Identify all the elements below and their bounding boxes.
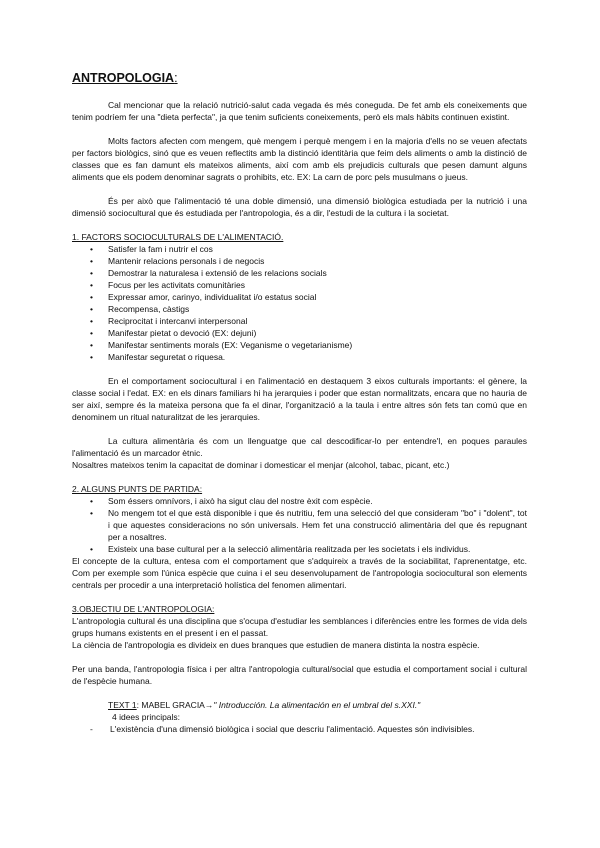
section-1-paragraph-3: Nosaltres mateixos tenim la capacitat de dominar i domesticar el menjar (alcohol, tabac, picant, etc.) [72,460,450,470]
list-item: • Manifestar seguretat o riquesa. [90,351,527,363]
intro-paragraph-2: Molts factors afecten com mengem, què mengem i perquè mengem i en la majoria d'ells no se veuen afectats per factors biològics, sinó que es veuen reflectits amb la distinció identitària que feim dels aliments o amb la distinció de classes que es fan damunt els mateixos aliments, així com amb els prejudicis culturals que pesen damunt alguns aliments que els podem denominar sagrats o prohibits, etc. EX: La carn de porc pels musulmans o jueus. [72,136,527,182]
section-1-paragraph-1: En el comportament sociocultural i en l'alimentació en destaquem 3 eixos culturals importants: el gènere, la classe social i l'edat. EX: en els dinars familiars hi ha jerarquies i poder que estan normalitzats, encara que no hauria de ser així, sempre és la mateixa persona que fa el dinar, l'organització a la taula i entre altres són fets tan comú que en denominem un ritual naturalitzat de les jerarquies. [72,376,527,422]
list-item: • Expressar amor, carinyo, individualitat i/o estatus social [90,291,527,303]
list-item: • Manifestar sentiments morals (EX: Veganisme o vegetarianisme) [90,339,527,351]
text-1-dash-item: - L'existència d'una dimensió biològica i social que descriu l'alimentació. Aquestes són indivisibles. [72,723,527,735]
section-2-heading: 2. ALGUNS PUNTS DE PARTIDA: [72,484,203,494]
section-2-list [72,495,527,555]
list-item: • Manifestar pietat o devoció (EX: dejuni) [90,327,527,339]
list-item: • Demostrar la naturalesa i extensió de les relacions socials [90,267,527,279]
section-3-paragraph-3: Per una banda, l'antropologia física i per altra l'antropologia cultural/social que estudia el comportament social i cultural de l'espècie humana. [72,664,527,686]
list-item: • Focus per les activitats comunitàries [90,279,527,291]
section-3-heading: 3.OBJECTIU DE L'ANTROPOLOGIA: [72,604,215,614]
page-title: ANTROPOLOGIA: [72,71,178,85]
text-1-ideas-label: 4 idees principals: [112,712,181,722]
intro-paragraph-1: Cal mencionar que la relació nutrició-salut cada vegada és més coneguda. De fet amb els coneixements que tenim podríem fer una "dieta perfecta", ja que tenim suficients coneixements, però els mals hàbits continuen existint. [72,100,527,122]
list-item: • Existeix una base cultural per a la selecció alimentària realitzada per les societats i els individus. [90,543,527,555]
section-3-paragraph-1: L'antropologia cultural és una disciplina que s'ocupa d'estudiar les semblances i diferències entre les formes de vida dels grups humans existents en el present i en el passat. [72,616,527,638]
document-content [72,70,527,735]
section-1-paragraph-2: La cultura alimentària és com un llenguatge que cal descodificar-lo per entendre'l, en poques paraules l'alimentació és un marcador ètnic. [72,436,527,458]
intro-paragraph-3: És per això que l'alimentació té una doble dimensió, una dimensió biològica estudiada per la nutrició i una dimensió sociocultural que és estudiada per l'antropologia, és a dir, l'estudi de la cultura i la societat. [72,196,527,218]
arrow-icon: → [204,700,214,710]
list-item: • No mengem tot el que està disponible i que és nutritiu, fem una selecció del que consideram "bo" i "dolent", tot i que aquestes consideracions no són universals. Hem fet una construcció alimentària del que és repugnant per a nosaltres. [90,507,527,543]
text-1-reference: TEXT 1: MABEL GRACIA→" Introducción. La alimentación en el umbral del s.XXI." [108,700,421,710]
section-3-paragraph-2: La ciència de l'antropologia es divideix en dues branques que estudien de manera distinta la nostra espècie. [72,640,480,650]
list-item: • Som éssers omnívors, i això ha sigut clau del nostre èxit com espècie. [90,495,527,507]
section-1-list [72,243,527,363]
section-2-paragraph-1: El concepte de la cultura, entesa com el comportament que s'adquireix a través de la sociabilitat, l'aprenentatge, etc. Com per exemple som l'única espècie que cuina i el seu desenvolupament de l'antropologia sociocultural son elements centrals per procedir a una interpretació holística del fenomen alimentari. [72,556,527,590]
section-1-heading: 1. FACTORS SOCIOCULTURALS DE L'ALIMENTACIÓ. [72,232,284,242]
list-item: • Recompensa, càstigs [90,303,527,315]
list-item: • Satisfer la fam i nutrir el cos [90,243,527,255]
list-item: • Mantenir relacions personals i de negocis [90,255,527,267]
list-item: • Reciprocitat i intercanvi interpersonal [90,315,527,327]
